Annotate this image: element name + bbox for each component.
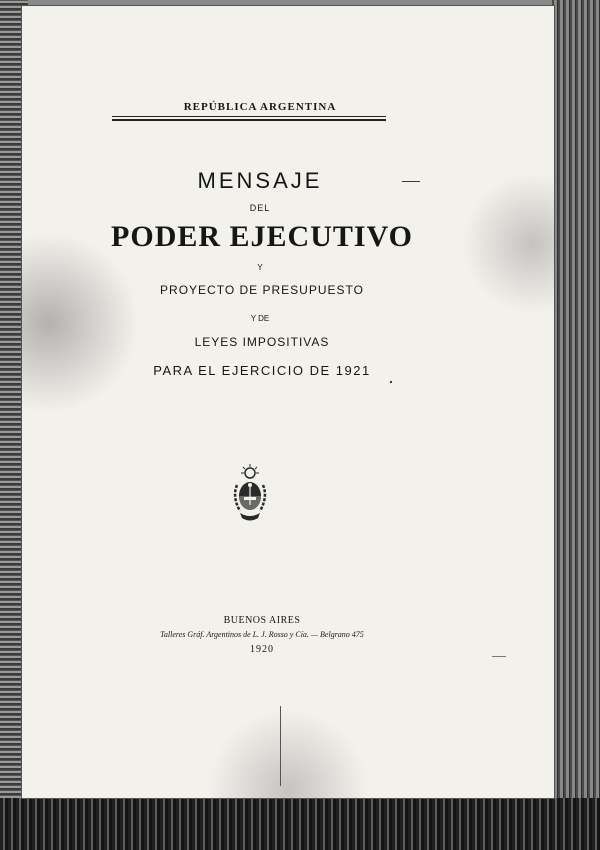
scan-border-bottom — [0, 798, 600, 850]
connector-y-de: Y DE — [250, 314, 270, 323]
title-mensaje: MENSAJE — [197, 168, 323, 193]
heading-rule-thin — [112, 116, 386, 117]
title-poder-ejecutivo: PODER EJECUTIVO — [111, 220, 413, 253]
scan-speck — [390, 381, 392, 383]
connector-y: Y — [257, 263, 263, 272]
coat-of-arms-icon — [228, 463, 272, 525]
imprint-printer: Talleres Gráf. Argentinos de L. J. Rosso y Cía. — Belgrano 475 — [160, 630, 364, 639]
country-heading: REPÚBLICA ARGENTINA — [183, 101, 337, 113]
cover-page — [22, 6, 554, 798]
connector-del: DEL — [249, 203, 271, 213]
scan-border-right — [552, 0, 600, 850]
subtitle-ejercicio: PARA EL EJERCICIO DE 1921 — [153, 363, 371, 378]
subtitle-leyes: LEYES IMPOSITIVAS — [194, 335, 330, 349]
imprint-city: BUENOS AIRES — [223, 615, 301, 626]
subtitle-proyecto: PROYECTO DE PRESUPUESTO — [160, 283, 364, 297]
imprint-year: 1920 — [250, 644, 274, 655]
heading-rule-thick — [112, 119, 386, 121]
scan-speck — [402, 181, 420, 182]
scan-speck — [280, 706, 281, 786]
scan-speck — [492, 656, 506, 657]
